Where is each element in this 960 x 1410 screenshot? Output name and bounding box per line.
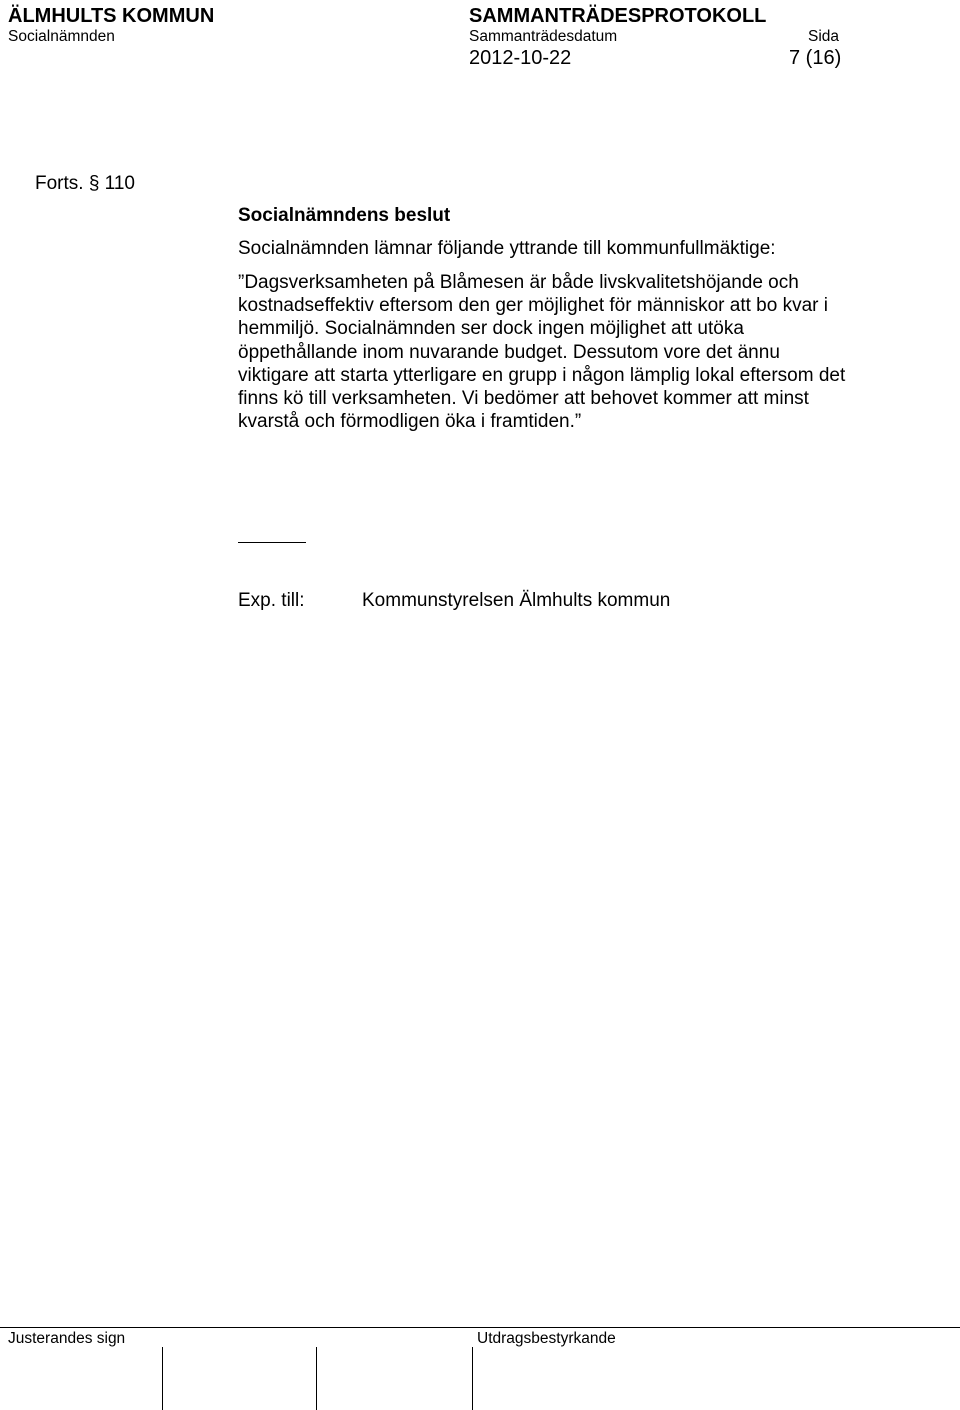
signature-label: Justerandes sign — [8, 1330, 126, 1347]
distribution-label: Exp. till: — [238, 590, 305, 611]
decision-line: kvarstå och förmodligen öka i framtiden.” — [238, 411, 582, 433]
certification-label: Utdragsbestyrkande — [477, 1330, 616, 1347]
continuation-marker: Forts. § 110 — [35, 173, 135, 194]
page-label: Sida — [808, 28, 840, 45]
section-heading: Socialnämndens beslut — [238, 205, 451, 226]
distribution-recipient: Kommunstyrelsen Älmhults kommun — [362, 590, 671, 611]
meeting-date: 2012-10-22 — [469, 47, 572, 69]
signature-box-divider — [162, 1347, 163, 1410]
signature-box-divider — [316, 1347, 317, 1410]
department-name: Socialnämnden — [8, 28, 115, 45]
decision-line: viktigare att starta ytterligare en grupp i någon lämplig lokal eftersom det — [238, 364, 846, 386]
decision-line: ”Dagsverksamheten på Blåmesen är både livskvalitetshöjande och — [238, 272, 799, 293]
decision-line: finns kö till verksamheten. Vi bedömer att behovet kommer att minst — [238, 388, 809, 410]
decision-text — [238, 271, 918, 433]
intro-text: Socialnämnden lämnar följande yttrande till kommunfullmäktige: — [238, 238, 776, 259]
org-name: ÄLMHULTS KOMMUN — [8, 5, 215, 27]
document-type: SAMMANTRÄDESPROTOKOLL — [469, 5, 767, 27]
footer-rule — [0, 1327, 960, 1328]
decision-line: kostnadseffektiv eftersom den ger möjlighet för människor att bo kvar i — [238, 295, 828, 317]
signature-box-divider — [472, 1347, 473, 1410]
meeting-date-label: Sammanträdesdatum — [469, 28, 618, 45]
decision-line: öppethållande inom nuvarande budget. Dessutom vore det ännu — [238, 341, 780, 363]
decision-line: hemmiljö. Socialnämnden ser dock ingen möjlighet att utöka — [238, 318, 744, 340]
separator-rule — [238, 542, 306, 543]
page-number: 7 (16) — [789, 47, 842, 69]
